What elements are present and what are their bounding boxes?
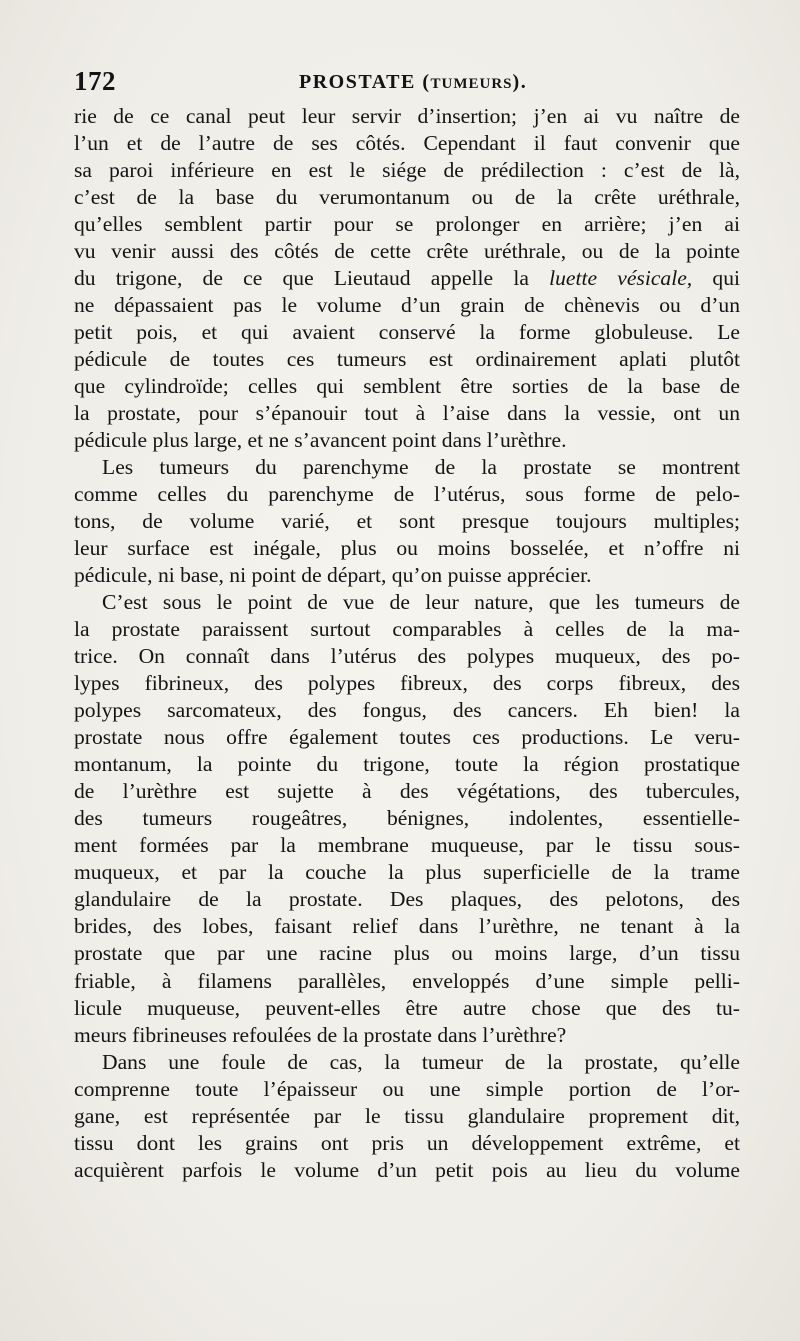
page-number: 172	[74, 66, 116, 96]
running-title-sub: TUMEURS	[430, 76, 513, 92]
text-line	[74, 238, 740, 265]
text-line-content: friable, à filamens parallèles, enveloppés d’une simple pelli-	[74, 968, 740, 993]
text-line	[74, 697, 740, 724]
text-line-content: brides, des lobes, faisant relief dans l’urèthre, ne tenant à la	[74, 914, 740, 939]
text-line	[74, 995, 740, 1022]
running-title-paren-close: ).	[512, 71, 528, 93]
text-line	[74, 319, 740, 346]
text-line-content: petit pois, et qui avaient conservé la forme globuleuse. Le	[74, 320, 740, 345]
text-line-content: qu’elles semblent partir pour se prolonger en arrière; j’en ai	[74, 212, 740, 237]
text-line-content: glandulaire de la prostate. Des plaques, des pelotons, des	[74, 887, 740, 912]
text-line-after: qui	[712, 266, 740, 291]
running-header	[74, 66, 740, 102]
text-line-content: des tumeurs rougeâtres, bénignes, indolentes, essentielle-	[74, 806, 740, 831]
text-line-content: ne dépassaient pas le volume d’un grain de chènevis ou d’un	[74, 293, 740, 318]
text-line	[74, 913, 740, 940]
text-line-content: trice. On connaît dans l’utérus des polypes muqueux, des po-	[74, 644, 740, 669]
text-line	[74, 832, 740, 859]
text-line-content: gane, est représentée par le tissu glandulaire proprement dit,	[74, 1103, 740, 1128]
text-line	[74, 589, 740, 616]
text-line	[74, 1130, 740, 1157]
text-line-content: pédicule plus large, et ne s’avancent point dans l’urèthre.	[74, 428, 567, 453]
text-line	[74, 778, 740, 805]
text-line-content: comme celles du parenchyme de l’utérus, sous forme de pelo-	[74, 482, 740, 507]
text-line-content: montanum, la pointe du trigone, toute la région prostatique	[74, 752, 740, 777]
text-line	[74, 103, 740, 130]
text-line	[74, 968, 740, 995]
text-line-content: sa paroi inférieure en est le siége de prédilection : c’est de là,	[74, 158, 740, 183]
text-line	[74, 130, 740, 157]
text-line-content: tons, de volume varié, et sont presque toujours multiples;	[74, 509, 740, 534]
text-line	[74, 886, 740, 913]
text-line-content: acquièrent parfois le volume d’un petit pois au lieu du volume	[74, 1157, 740, 1182]
text-line	[74, 643, 740, 670]
text-line	[74, 292, 740, 319]
text-line-italic: luette vésicale,	[549, 266, 693, 291]
running-title-paren-open: (	[422, 71, 431, 93]
text-line	[74, 1157, 740, 1184]
text-line-content: ment formées par la membrane muqueuse, par le tissu sous-	[74, 833, 740, 858]
text-line	[74, 454, 740, 481]
text-line-content: comprenne toute l’épaisseur ou une simple portion de l’or-	[74, 1076, 740, 1101]
text-line	[74, 1022, 740, 1049]
text-line-content: pédicule, ni base, ni point de départ, qu’on puisse apprécier.	[74, 563, 592, 588]
text-line-content: polypes sarcomateux, des fongus, des cancers. Eh bien! la	[74, 698, 740, 723]
text-line	[74, 859, 740, 886]
text-line-content: tissu dont les grains ont pris un développement extrême, et	[74, 1130, 740, 1155]
text-line	[74, 346, 740, 373]
text-line-content: leur surface est inégale, plus ou moins bosselée, et n’offre ni	[74, 536, 740, 561]
text-line-content: la prostate, pour s’épanouir tout à l’aise dans la vessie, ont un	[74, 401, 740, 426]
text-line	[74, 1049, 740, 1076]
text-line	[74, 751, 740, 778]
running-title-main: PROSTATE	[299, 71, 416, 93]
text-line-content: de l’urèthre est sujette à des végétations, des tubercules,	[74, 779, 740, 804]
text-line	[74, 1076, 740, 1103]
text-line	[74, 616, 740, 643]
text-line-content: vu venir aussi des côtés de cette crête uréthrale, ou de la pointe	[74, 239, 740, 264]
text-line	[74, 805, 740, 832]
text-line	[74, 481, 740, 508]
text-line	[74, 940, 740, 967]
text-line	[74, 724, 740, 751]
text-line-content: c’est de la base du verumontanum ou de la crête uréthrale,	[74, 185, 740, 210]
text-line	[74, 184, 740, 211]
running-title	[299, 71, 527, 94]
text-line-content: rie de ce canal peut leur servir d’insertion; j’en ai vu naître de	[74, 104, 740, 128]
text-line	[74, 400, 740, 427]
text-line-content: prostate nous offre également toutes ces productions. Le veru-	[74, 725, 740, 750]
text-line	[74, 157, 740, 184]
text-line-content: prostate que par une racine plus ou moins large, d’un tissu	[74, 941, 740, 966]
text-line	[74, 562, 740, 589]
text-line	[74, 265, 740, 292]
text-line-content: C’est sous le point de vue de leur nature, que les tumeurs de	[102, 590, 740, 615]
text-line-content: meurs fibrineuses refoulées de la prostate dans l’urèthre?	[74, 1022, 567, 1047]
text-line	[74, 1103, 740, 1130]
text-line	[74, 211, 740, 238]
text-line-content: Dans une foule de cas, la tumeur de la prostate, qu’elle	[102, 1049, 740, 1074]
text-line-content: la prostate paraissent surtout comparables à celles de la ma-	[74, 617, 740, 642]
body-text	[74, 103, 740, 1184]
text-line-content: pédicule de toutes ces tumeurs est ordinairement aplati plutôt	[74, 347, 740, 372]
text-line	[74, 670, 740, 697]
text-line-content: licule muqueuse, peuvent-elles être autre chose que des tu-	[74, 995, 740, 1020]
text-line-content: que cylindroïde; celles qui semblent être sorties de la base de	[74, 374, 740, 399]
text-line	[74, 535, 740, 562]
text-line-content: muqueux, et par la couche la plus superficielle de la trame	[74, 860, 740, 885]
text-line-content: Les tumeurs du parenchyme de la prostate se montrent	[102, 455, 740, 480]
text-line-content: du trigone, de ce que Lieutaud appelle la	[74, 266, 529, 291]
text-line	[74, 427, 740, 454]
text-line	[74, 508, 740, 535]
text-line-content: lypes fibrineux, des polypes fibreux, des corps fibreux, des	[74, 671, 740, 696]
text-line-content: l’un et de l’autre de ses côtés. Cependant il faut convenir que	[74, 131, 740, 156]
text-line	[74, 373, 740, 400]
